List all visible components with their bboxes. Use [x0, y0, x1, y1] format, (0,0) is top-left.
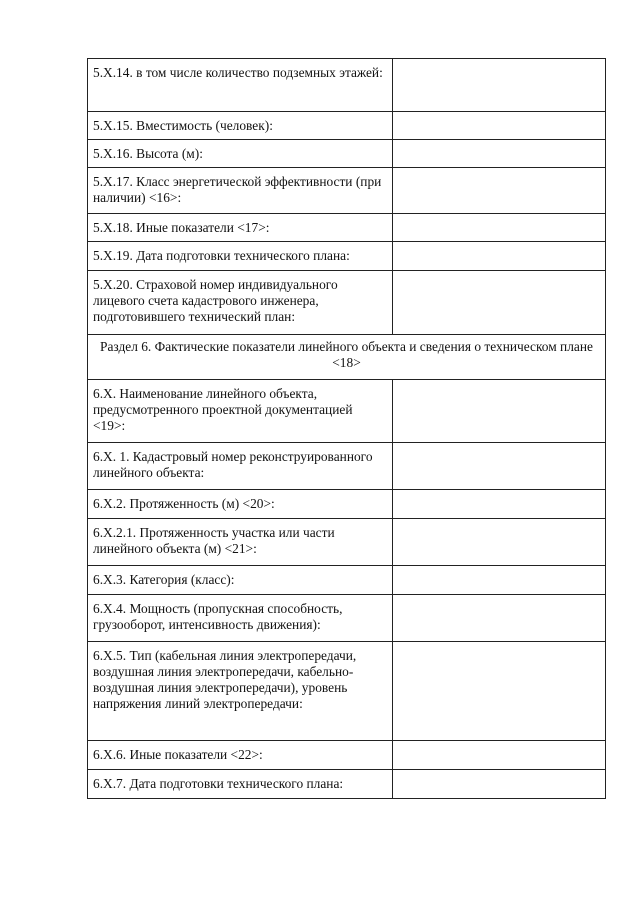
table-row	[88, 770, 606, 799]
table-row	[88, 59, 606, 112]
table-row	[88, 112, 606, 140]
field-label: 6.X.5. Тип (кабельная линия электропередачи, воздушная линия электропередачи, кабельно-воздушная линия электропередачи), уровень напряжения линий электропередачи:	[88, 642, 393, 741]
field-value[interactable]	[393, 566, 606, 595]
table-row	[88, 242, 606, 271]
field-value[interactable]	[393, 242, 606, 271]
field-label: 5.X.16. Высота (м):	[88, 140, 393, 168]
table-row	[88, 380, 606, 443]
section-heading: Раздел 6. Фактические показатели линейного объекта и сведения о техническом плане <18>	[88, 335, 606, 380]
field-value[interactable]	[393, 490, 606, 519]
field-label: 6.X.3. Категория (класс):	[88, 566, 393, 595]
field-value[interactable]	[393, 443, 606, 490]
table-row	[88, 168, 606, 214]
table-row	[88, 595, 606, 642]
table-row	[88, 519, 606, 566]
field-value[interactable]	[393, 271, 606, 335]
technical-plan-form-table	[87, 58, 606, 799]
field-label: 5.X.17. Класс энергетической эффективности (при наличии) <16>:	[88, 168, 393, 214]
table-row	[88, 140, 606, 168]
field-value[interactable]	[393, 214, 606, 242]
field-label: 5.X.14. в том числе количество подземных этажей:	[88, 59, 393, 112]
field-label: 6.X. Наименование линейного объекта, предусмотренного проектной документацией <19>:	[88, 380, 393, 443]
table-row	[88, 741, 606, 770]
table-row	[88, 271, 606, 335]
field-label: 5.X.19. Дата подготовки технического плана:	[88, 242, 393, 271]
field-value[interactable]	[393, 519, 606, 566]
table-row	[88, 214, 606, 242]
field-value[interactable]	[393, 741, 606, 770]
field-label: 6.X.7. Дата подготовки технического плана:	[88, 770, 393, 799]
field-value[interactable]	[393, 168, 606, 214]
field-value[interactable]	[393, 59, 606, 112]
field-label: 5.X.18. Иные показатели <17>:	[88, 214, 393, 242]
field-label: 6.X. 1. Кадастровый номер реконструированного линейного объекта:	[88, 443, 393, 490]
field-label: 6.X.4. Мощность (пропускная способность, грузооборот, интенсивность движения):	[88, 595, 393, 642]
field-value[interactable]	[393, 112, 606, 140]
field-label: 6.X.6. Иные показатели <22>:	[88, 741, 393, 770]
field-value[interactable]	[393, 380, 606, 443]
section-header-row	[88, 335, 606, 380]
field-label: 6.X.2.1. Протяженность участка или части линейного объекта (м) <21>:	[88, 519, 393, 566]
field-value[interactable]	[393, 595, 606, 642]
field-value[interactable]	[393, 642, 606, 741]
field-value[interactable]	[393, 140, 606, 168]
table-row	[88, 642, 606, 741]
field-label: 6.X.2. Протяженность (м) <20>:	[88, 490, 393, 519]
field-label: 5.X.20. Страховой номер индивидуального лицевого счета кадастрового инженера, подготовившего технический план:	[88, 271, 393, 335]
table-row	[88, 566, 606, 595]
field-value[interactable]	[393, 770, 606, 799]
table-row	[88, 490, 606, 519]
table-row	[88, 443, 606, 490]
field-label: 5.X.15. Вместимость (человек):	[88, 112, 393, 140]
